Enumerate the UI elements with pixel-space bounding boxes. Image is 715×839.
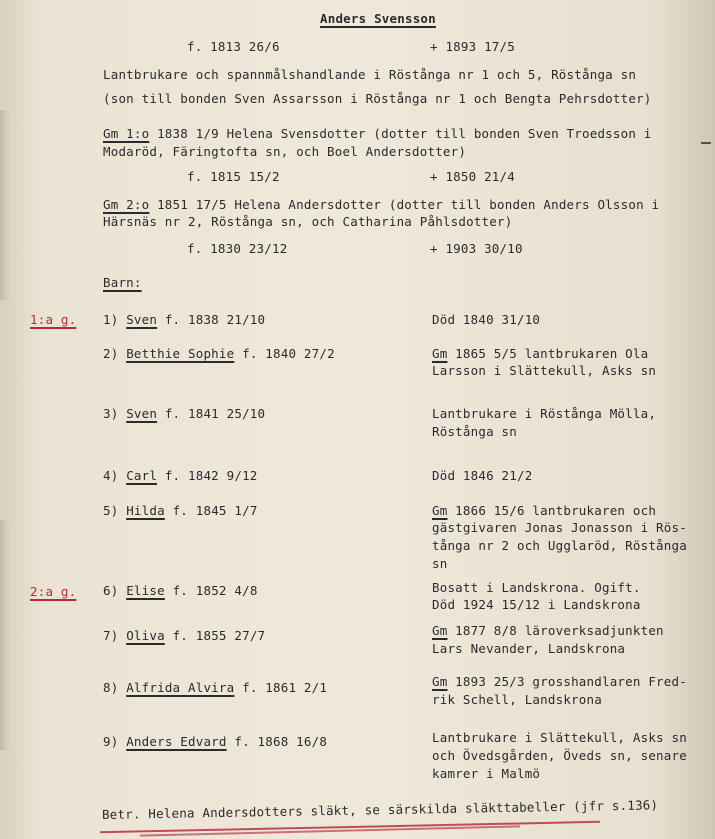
- child-entry: [103, 467, 258, 484]
- page-edge-shadow: [0, 520, 12, 750]
- child-entry: [103, 679, 327, 696]
- child-note: Död 1846 21/2: [432, 468, 533, 483]
- marriage-label: Gm: [432, 623, 448, 638]
- child-note: Lantbrukare i Röstånga Mölla,: [432, 406, 657, 421]
- spouse-2-born: f. 1830 23/12: [187, 241, 288, 256]
- marriage-2-line: Härsnäs nr 2, Röstånga sn, och Catharina Påhlsdotter): [103, 214, 513, 229]
- child-born: f. 1868 16/8: [234, 734, 328, 749]
- child-born: f. 1845 1/7: [172, 503, 258, 518]
- child-number: 7): [103, 628, 119, 643]
- child-name: Sven: [126, 312, 158, 327]
- child-number: 5): [103, 503, 119, 518]
- margin-note-first-marriage: 1:a g.: [30, 312, 77, 327]
- child-note: Död 1924 15/12 i Landskrona: [432, 597, 641, 612]
- child-entry: [103, 733, 327, 750]
- marriage-text: 1877 8/8 läroverksadjunkten: [447, 623, 664, 638]
- child-born: f. 1840 27/2: [242, 346, 335, 361]
- child-number: 4): [103, 468, 119, 483]
- child-note: gästgivaren Jonas Jonasson i Rös-: [432, 520, 687, 535]
- child-entry: [103, 502, 258, 519]
- spouse-1-born: f. 1815 15/2: [187, 169, 280, 184]
- child-note: Död 1840 31/10: [432, 312, 541, 327]
- bio-line: Lantbrukare och spannmålshandlande i Röstånga nr 1 och 5, Röstånga sn: [103, 67, 637, 82]
- person-name: Anders Svensson: [320, 11, 436, 26]
- child-note: Bosatt i Landskrona. Ogift.: [432, 580, 641, 595]
- margin-mark: [701, 142, 711, 144]
- birth-date: f. 1813 26/6: [187, 39, 280, 54]
- red-underline: [100, 821, 600, 833]
- child-note: Larsson i Slättekull, Asks sn: [432, 363, 657, 378]
- child-name: Betthie Sophie: [126, 346, 235, 361]
- child-entry: [103, 311, 265, 328]
- marriage-label: Gm: [432, 674, 448, 689]
- child-born: f. 1841 25/10: [164, 406, 266, 421]
- child-note: sn: [432, 556, 448, 571]
- child-note: [432, 622, 664, 639]
- marriage-text: 1893 25/3 grosshandlaren Fred-: [447, 674, 687, 689]
- child-note: [432, 673, 687, 690]
- child-note: rik Schell, Landskrona: [432, 692, 602, 707]
- marriage-text: 1851 17/5 Helena Andersdotter (dotter till bonden Anders Olsson i: [149, 197, 660, 212]
- child-born: f. 1855 27/7: [172, 628, 266, 643]
- child-note: [432, 502, 656, 519]
- child-note: Lars Nevander, Landskrona: [432, 641, 626, 656]
- child-entry: [103, 405, 265, 422]
- child-born: f. 1838 21/10: [164, 312, 266, 327]
- child-name: Anders Edvard: [126, 734, 227, 749]
- child-entry: [103, 582, 258, 599]
- marriage-label: Gm: [432, 503, 448, 518]
- marriage-text: 1866 15/6 lantbrukaren och: [447, 503, 657, 518]
- child-note: och Övedsgården, Öveds sn, senare: [432, 748, 687, 763]
- page-edge-shadow: [0, 110, 12, 300]
- footer-reference: Betr. Helena Andersdotters släkt, se särskilda släkttabeller (jfr s.136): [101, 797, 659, 822]
- marriage-1-line: [103, 125, 652, 142]
- child-number: 9): [103, 734, 119, 749]
- child-entry: [103, 345, 335, 362]
- child-note: Lantbrukare i Slättekull, Asks sn: [432, 730, 687, 745]
- death-date: + 1893 17/5: [430, 39, 515, 54]
- spouse-1-died: + 1850 21/4: [430, 169, 515, 184]
- child-name: Sven: [126, 406, 158, 421]
- bio-line: (son till bonden Sven Assarsson i Röstånga nr 1 och Bengta Pehrsdotter): [103, 91, 652, 106]
- child-name: Elise: [126, 583, 165, 598]
- child-number: 8): [103, 680, 119, 695]
- child-name: Carl: [126, 468, 158, 483]
- marriage-2-line: [103, 196, 659, 213]
- child-name: Alfrida Alvira: [126, 680, 235, 695]
- child-number: 1): [103, 312, 119, 327]
- marriage-label: Gm 2:o: [103, 197, 150, 212]
- child-name: Oliva: [126, 628, 165, 643]
- child-born: f. 1842 9/12: [164, 468, 258, 483]
- child-note: kamrer i Malmö: [432, 766, 541, 781]
- margin-note-second-marriage: 2:a g.: [30, 584, 77, 599]
- marriage-label: Gm: [432, 346, 448, 361]
- child-number: 3): [103, 406, 119, 421]
- child-number: 2): [103, 346, 119, 361]
- child-born: f. 1861 2/1: [242, 680, 328, 695]
- child-note: tånga nr 2 och Ugglaröd, Röstånga: [432, 538, 687, 553]
- spouse-2-died: + 1903 30/10: [430, 241, 523, 256]
- child-name: Hilda: [126, 503, 165, 518]
- child-note: Röstånga sn: [432, 424, 517, 439]
- child-entry: [103, 627, 265, 644]
- child-note: [432, 345, 648, 362]
- marriage-text: 1865 5/5 lantbrukaren Ola: [447, 346, 649, 361]
- child-born: f. 1852 4/8: [172, 583, 258, 598]
- marriage-text: 1838 1/9 Helena Svensdotter (dotter till bonden Sven Troedsson i: [149, 126, 652, 141]
- children-heading: Barn:: [103, 275, 142, 290]
- marriage-1-line: Modaröd, Färingtofta sn, och Boel Andersdotter): [103, 144, 467, 159]
- child-number: 6): [103, 583, 119, 598]
- marriage-label: Gm 1:o: [103, 126, 150, 141]
